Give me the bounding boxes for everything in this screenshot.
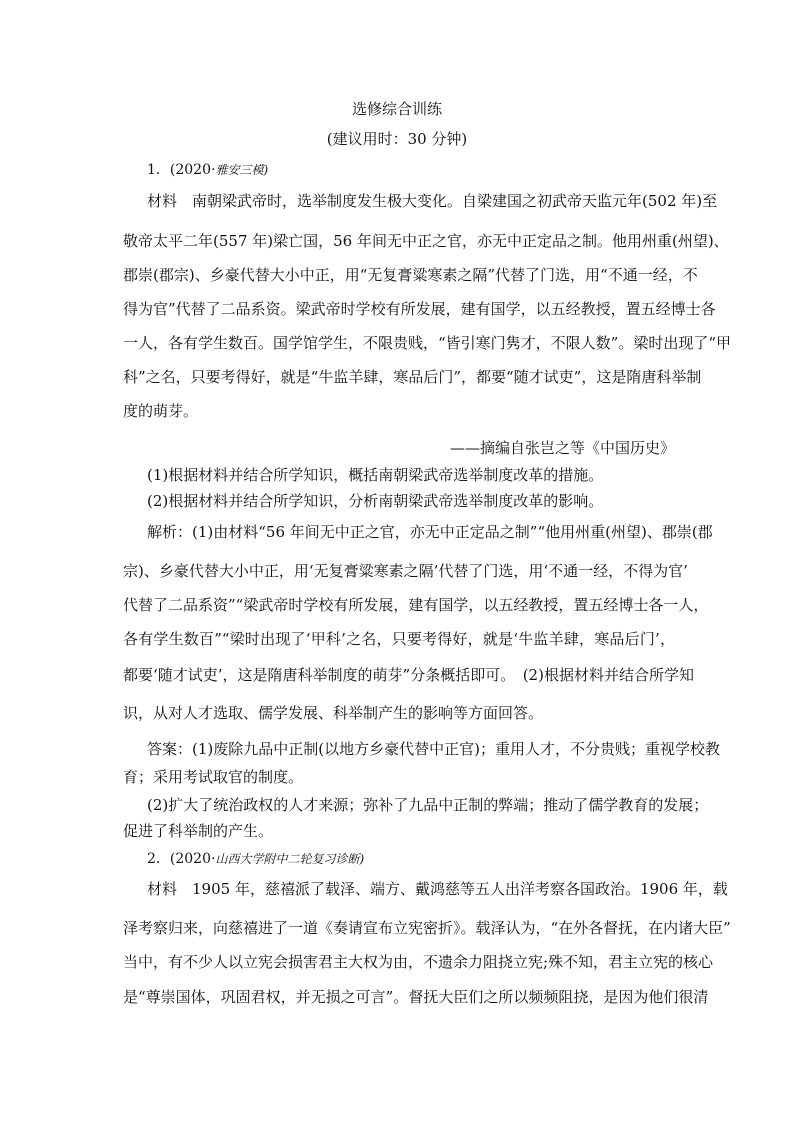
q2-material-line: 材料 1905 年，慈禧派了载泽、端方、戴鸿慈等五人出洋考察各国政治。1906 年，载 (147, 880, 728, 898)
q1-subquestion: (1)根据材料并结合所学知识，概括南朝梁武帝选举制度改革的措施。 (147, 466, 604, 484)
q1-analysis-line: 都要‘随才试吏’，这是隋唐科举制度的萌芽”分条概括即可。 (2)根据材料并结合所学知 (123, 666, 694, 684)
q1-material-line: 得为官”代替了二品系资。梁武帝时学校有所发展，建有国学，以五经教授，置五经博士各 (123, 300, 716, 318)
q1-answer-line: (2)扩大了统治政权的人才来源；弥补了九品中正制的弊端；推动了儒学教育的发展； (147, 796, 709, 814)
q1-analysis-line: 解析：(1)由材料“56 年间无中正之官，亦无中正定品之制”“他用州重(州望)、郡崇(郡 (147, 523, 713, 541)
q2-material-line: 当中，有不少人以立宪会损害君主大权为由，不遗余力阻挠立宪;殊不知，君主立宪的核心 (123, 953, 714, 971)
q1-material-line: 郡崇(郡宗)、乡豪代替大小中正，用“无复膏粱寒素之隔”代替了门选，用“不通一经，不 (123, 266, 698, 284)
q1-analysis-line: 宗)、乡豪代替大小中正，用‘无复膏粱寒素之隔’代替了门选，用‘不通一经，不得为官’ (123, 562, 688, 580)
q2-material-line: 是“尊崇国体，巩固君权，并无损之可言”。督抚大臣们之所以频频阻挠，是因为他们很清 (123, 988, 709, 1006)
question-1-header (147, 159, 268, 179)
page-title: 选修综合训练 (351, 100, 442, 118)
q1-material-line: 科”之名，只要考得好，就是“牛监羊肆，寒品后门”，都要“随才试吏”，这是隋唐科举制 (123, 368, 702, 386)
q1-answer-line: 促进了科举制的产生。 (123, 822, 274, 840)
q1-answer-line: 答案：(1)废除九品中正制(以地方乡豪代替中正官)；重用人才，不分贵贱；重视学校教 (147, 740, 720, 758)
q2-material-line: 泽考察归来，向慈禧进了一道《奏请宣布立宪密折》。载泽认为，“在外各督抚，在内诸大臣” (123, 919, 731, 937)
q1-analysis-line: 识，从对人才选取、儒学发展、科举制产生的影响等方面回答。 (123, 704, 544, 722)
q1-material-line: 敬帝太平二年(557 年)梁亡国，56 年间无中正之官，亦无中正定品之制。他用州重(州望)、 (123, 232, 729, 250)
q1-answer-line: 育；采用考试取官的制度。 (123, 768, 304, 786)
question-1-source: 雅安三模) (215, 163, 269, 177)
time-note: (建议用时：30 分钟) (326, 130, 468, 148)
question-2-header (147, 848, 364, 868)
q1-material-line: 度的萌芽。 (123, 402, 199, 420)
q1-material-line: 材料 南朝梁武帝时，选举制度发生极大变化。自梁建国之初武帝天监元年(502 年)至 (147, 192, 718, 210)
question-1-number: 1．(2020· (147, 162, 216, 178)
q1-analysis-line: 各有学生数百”“梁时出现了‘甲科’之名，只要考得好，就是‘牛监羊肆，寒品后门’， (123, 630, 675, 648)
question-2-source: 山西大学附中二轮复习诊断) (215, 852, 365, 866)
q1-subquestion: (2)根据材料并结合所学知识，分析南朝梁武帝选举制度改革的影响。 (147, 492, 604, 510)
q1-material-line: 一人，各有学生数百。国学馆学生，不限贵贱，“皆引寒门隽才，不限人数”。梁时出现了“甲 (123, 334, 732, 352)
q1-analysis-line: 代替了二品系资”“梁武帝时学校有所发展，建有国学，以五经教授，置五经博士各一人， (123, 596, 709, 614)
q1-citation: ——摘编自张岂之等《中国历史》 (449, 439, 675, 457)
question-2-number: 2．(2020· (147, 851, 216, 867)
